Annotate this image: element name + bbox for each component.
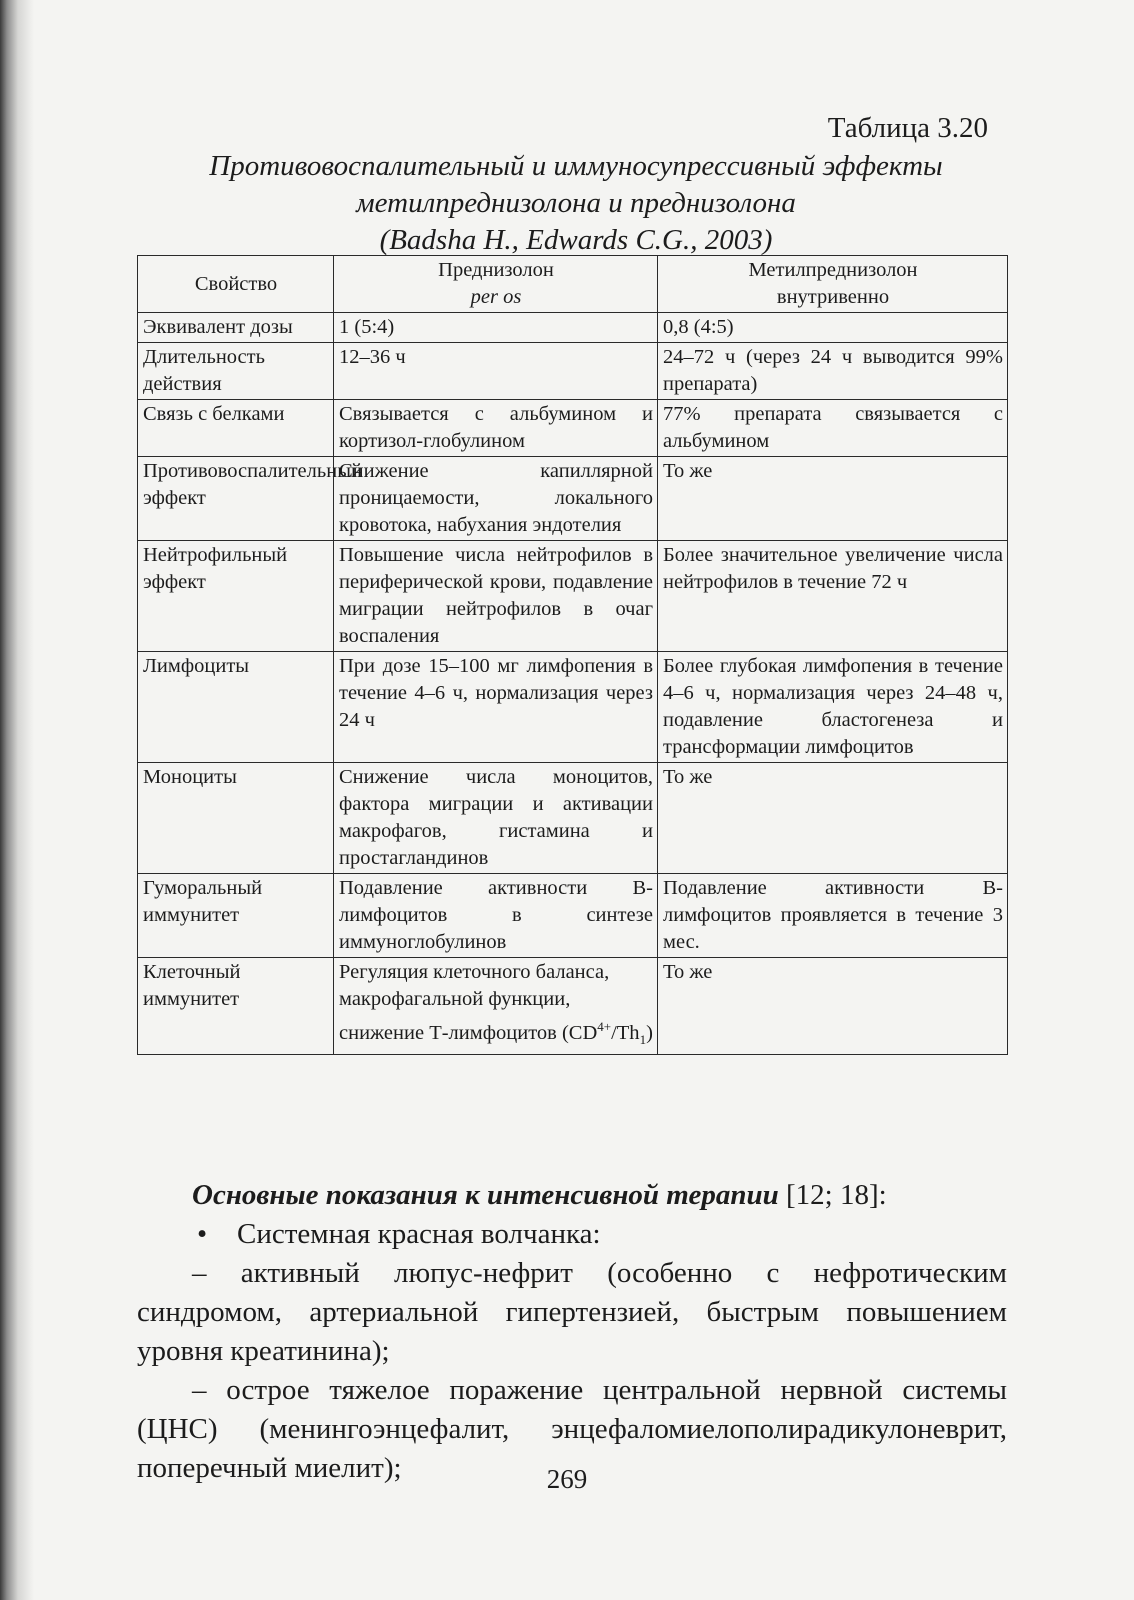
cell-prednisolone: Подавление активности B-лимфоцитов в синтезе иммуноглобулинов	[334, 874, 658, 958]
cell-prednisolone-text: Регуляция клеточного баланса, макрофагальной функции, снижение Т-лимфоцитов	[339, 961, 610, 1044]
header-prednisolone	[334, 256, 658, 313]
header-prednisolone-name: Преднизолон	[438, 259, 554, 281]
cell-methylprednisolone: То же	[658, 457, 1008, 541]
paragraph-item-1: – активный люпус-нефрит (особенно с нефротическим синдромом, артериальной гипертензией, быстрым повышением уровня креатинина);	[137, 1257, 1007, 1367]
table-row	[138, 400, 1008, 457]
cell-methylprednisolone: 0,8 (4:5)	[658, 313, 1008, 343]
cell-property: Эквивалент дозы	[138, 313, 334, 343]
section-heading-title: Основные показания к интенсивной терапии	[192, 1179, 779, 1211]
cell-prednisolone: При дозе 15–100 мг лимфопения в течение 4–6 ч, нормализация через 24 ч	[334, 652, 658, 763]
formula-open: (CD	[561, 1021, 598, 1044]
table-row	[138, 958, 1008, 1055]
lymphocyte-formula	[561, 1019, 653, 1047]
cell-property: Нейтрофильный эффект	[138, 541, 334, 652]
cell-property: Клеточный иммунитет	[138, 958, 334, 1055]
bullet-text: Системная красная волчанка:	[237, 1218, 601, 1250]
cell-methylprednisolone: 77% препарата связывается с альбумином	[658, 400, 1008, 457]
cell-prednisolone: Снижение капиллярной проницаемости, локального кровотока, набухания эндотелия	[334, 457, 658, 541]
header-methyl-route: внутривенно	[776, 286, 890, 308]
formula-middle: /Th	[611, 1021, 640, 1044]
cell-prednisolone: 12–36 ч	[334, 343, 658, 400]
page-number: 269	[546, 1464, 588, 1494]
paragraph-item-2: – острое тяжелое поражение центральной нервной системы (ЦНС) (менингоэнцефалит, энцефаломиелополирадикулоневрит, поперечный миелит);	[137, 1374, 1007, 1484]
section-heading	[137, 1176, 1007, 1215]
table-row	[138, 541, 1008, 652]
cell-methylprednisolone: То же	[658, 958, 1008, 1055]
caption-line-2: метилпреднизолона и преднизолона	[356, 187, 796, 219]
cell-prednisolone	[334, 958, 658, 1055]
cell-prednisolone: 1 (5:4)	[334, 313, 658, 343]
table-row	[138, 343, 1008, 400]
header-prednisolone-route: per os	[470, 286, 522, 308]
bullet-item	[137, 1215, 1007, 1254]
cell-methylprednisolone: Более глубокая лимфопения в течение 4–6 ч, нормализация через 24–48 ч, подавление бластогенеза и трансформации лимфоцитов	[658, 652, 1008, 763]
cell-methylprednisolone: То же	[658, 763, 1008, 874]
formula-superscript: 4+	[597, 1019, 612, 1034]
cell-methylprednisolone: Подавление активности B-лимфоцитов проявляется в течение 3 мес.	[658, 874, 1008, 958]
table-caption	[150, 148, 1002, 259]
cell-prednisolone: Повышение числа нейтрофилов в периферической крови, подавление миграции нейтрофилов в очаг воспаления	[334, 541, 658, 652]
cell-property: Моноциты	[138, 763, 334, 874]
table-header-row	[138, 256, 1008, 313]
table-number: Таблица 3.20	[827, 112, 988, 144]
table-row	[138, 652, 1008, 763]
table-row	[138, 457, 1008, 541]
cell-property: Гуморальный иммунитет	[138, 874, 334, 958]
header-methylprednisolone	[658, 256, 1008, 313]
caption-line-3: (Badsha H., Edwards C.G., 2003)	[379, 224, 773, 256]
cell-property: Лимфоциты	[138, 652, 334, 763]
cell-property: Противовоспалительный эффект	[138, 457, 334, 541]
table-row	[138, 313, 1008, 343]
cell-property: Длительность действия	[138, 343, 334, 400]
bullet-icon: •	[197, 1218, 208, 1250]
header-property: Свойство	[138, 256, 334, 313]
formula-subscript: 1	[639, 1031, 647, 1047]
data-table	[137, 255, 1008, 1055]
table-row	[138, 874, 1008, 958]
body-text	[137, 1176, 1007, 1488]
formula-close: )	[646, 1021, 653, 1044]
cell-prednisolone: Связывается с альбумином и кортизол-глобулином	[334, 400, 658, 457]
cell-prednisolone: Снижение числа моноцитов, фактора миграции и активации макрофагов, гистамина и простагландинов	[334, 763, 658, 874]
table-row	[138, 763, 1008, 874]
caption-line-1: Противовоспалительный и иммуносупрессивный эффекты	[209, 150, 943, 182]
header-methyl-name: Метилпреднизолон	[748, 259, 918, 281]
cell-methylprednisolone: 24–72 ч (через 24 ч выводится 99% препарата)	[658, 343, 1008, 400]
cell-property: Связь с белками	[138, 400, 334, 457]
section-heading-refs: [12; 18]:	[786, 1179, 887, 1211]
book-binding-shadow	[0, 0, 34, 1600]
cell-methylprednisolone: Более значительное увеличение числа нейтрофилов в течение 72 ч	[658, 541, 1008, 652]
